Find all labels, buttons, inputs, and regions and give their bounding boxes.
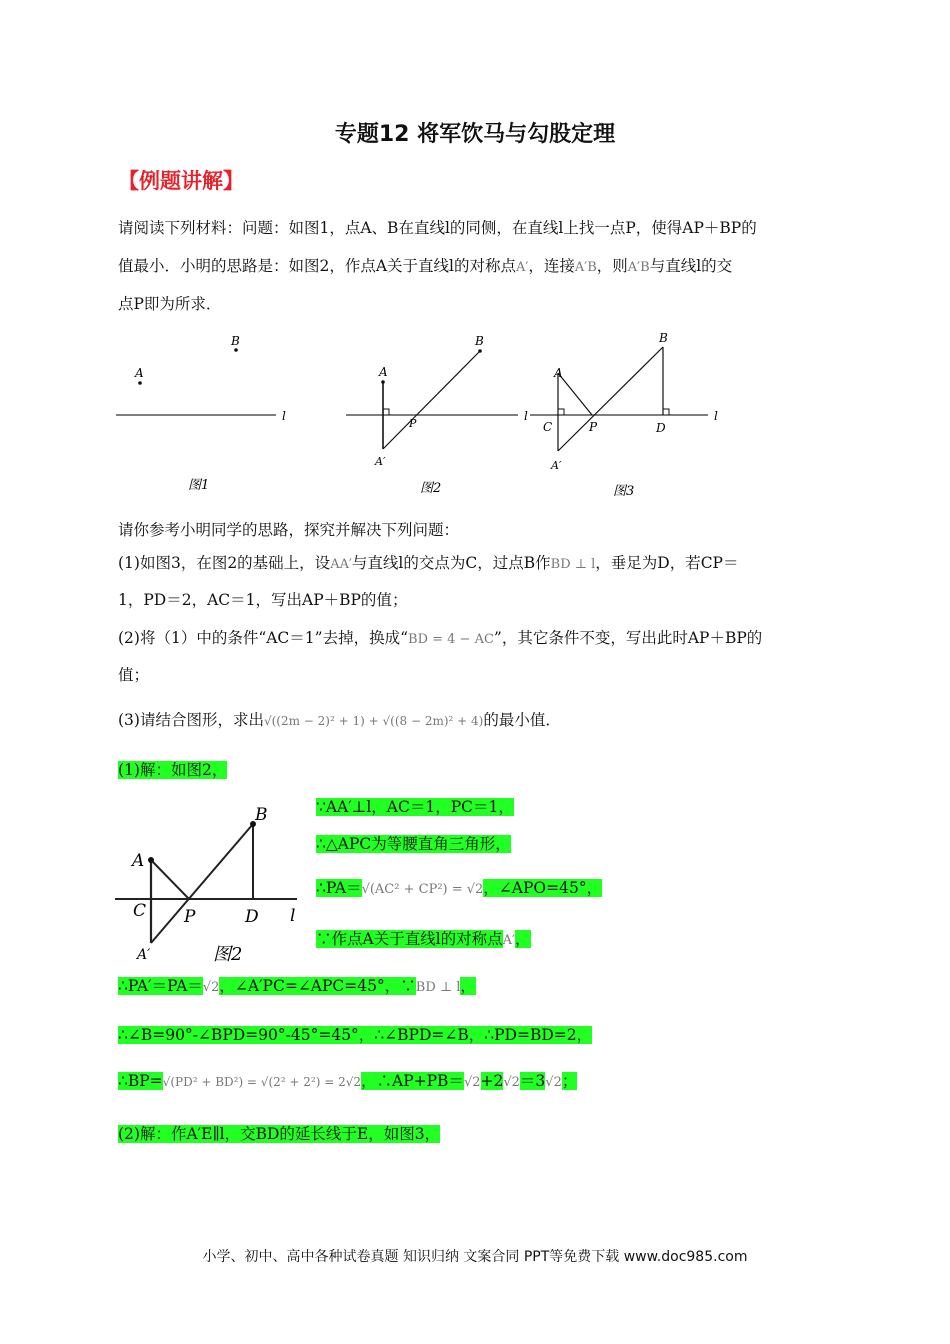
fig2-label-p: P [409, 417, 417, 430]
solution-row-1: ∵AA′⊥l，AC＝1，PC＝1， [316, 798, 514, 816]
math-bd-perp-l: BD ⊥ l [550, 557, 596, 572]
solution-row-3: ∴PA＝√(AC² + CP²) = √2，∠APO=45°， [316, 879, 603, 897]
math-root2-d: √2 [545, 1075, 562, 1090]
sol-fig-label-aprime: A′ [137, 947, 151, 963]
math-root2-a: √2 [202, 980, 220, 995]
question-2-line-2: 值； [118, 666, 150, 684]
math-aa-prime: AA′ [330, 557, 352, 572]
question-1-line-2: 1，PD＝2，AC＝1，写出AP＋BP的值； [118, 591, 408, 609]
sol-fig-label-d: D [245, 907, 259, 927]
sol-fig-label-a: A [132, 851, 145, 871]
fig3-label-d: D [656, 421, 666, 435]
sol-fig-label-c: C [133, 901, 147, 921]
page-footer: 小学、初中、高中各种试卷真题 知识归纳 文案合同 PPT等免费下载 www.doc985.com [202, 1249, 748, 1265]
math-pa-root: √(AC² + CP²) = √2 [361, 882, 484, 897]
question-1-line-1: (1)如图3，在图2的基础上，设AA′与直线l的交点为C，过点B作BD ⊥ l，垂足为D，若CP＝ [118, 554, 739, 572]
sol-fig-caption: 图2 [213, 944, 243, 963]
problem-line-2: 值最小．小明的思路是：如图2，作点A关于直线l的对称点A′，连接A′B，则A′B与直线l的交 [118, 257, 733, 275]
problem-line-1: 请阅读下列材料：问题：如图1，点A、B在直线l的同侧，在直线l上找一点P，使得AP＋BP的 [118, 219, 757, 237]
questions-intro: 请你参考小明同学的思路，探究并解决下列问题： [118, 521, 460, 539]
fig3-caption: 图3 [613, 484, 635, 499]
solution-1-head: (1)解：如图2， [118, 761, 228, 779]
math-aprime: A′ [516, 260, 529, 275]
page-title: 专题12 将军饮马与勾股定理 [334, 122, 616, 147]
figure-1 [116, 334, 286, 493]
sol-fig-label-l: l [290, 906, 296, 926]
question-2-line-1: (2)将（1）中的条件“AC＝1”去掉，换成“BD = 4 − AC”，其它条件不变，写出此时AP＋BP的 [118, 629, 763, 647]
sol-fig-label-b: B [255, 805, 268, 825]
solution-row-2: ∴△APC为等腰直角三角形， [316, 835, 511, 853]
sol-fig-label-p: P [184, 907, 196, 927]
fig3-label-p: P [589, 420, 598, 434]
solution-row-5: ∴PA′＝PA＝√2，∠A′PC=∠APC=45°，∵BD ⊥ l， [118, 977, 476, 995]
solution-figure-2 [115, 798, 310, 963]
math-aprime-b: A′B [574, 260, 597, 275]
fig2-label-l: l [524, 409, 528, 423]
figures-1-2-3 [110, 325, 730, 505]
math-bp-root: √(PD² + BD²) = √(2² + 2²) = 2√2 [162, 1075, 361, 1089]
fig2-label-aprime: A′ [375, 455, 386, 468]
fig2-label-b: B [475, 334, 484, 348]
fig3-label-b: B [659, 331, 668, 345]
math-radical-expression: √((2m − 2)² + 1) + √((8 − 2m)² + 4) [263, 714, 484, 728]
section-heading: 【例题讲解】 [118, 169, 244, 193]
math-bd-eq: BD = 4 − AC [408, 632, 494, 647]
fig3-label-aprime: A′ [551, 459, 562, 472]
fig2-caption: 图2 [420, 481, 442, 496]
math-bd-perp-l-2: BD ⊥ l [415, 980, 461, 995]
math-aprime-2: A′ [502, 933, 515, 948]
solution-row-4: ∵作点A关于直线l的对称点A′， [316, 930, 531, 948]
fig3-label-c: C [543, 420, 553, 434]
fig1-label-b: B [231, 334, 240, 348]
fig1-label-l: l [282, 409, 286, 423]
problem-line-3: 点P即为所求． [118, 295, 222, 313]
fig2-label-a: A [379, 365, 388, 379]
solution-row-7: ∴BP=√(PD² + BD²) = √(2² + 2²) = 2√2，∴AP+PB＝√2+2√2＝3√2； [118, 1072, 578, 1090]
math-aprime-b-2: A′B [627, 260, 650, 275]
figure-3 [530, 331, 718, 499]
fig3-label-l: l [714, 409, 718, 423]
fig3-label-a: A [554, 366, 563, 380]
solution-row-6: ∴∠B=90°-∠BPD=90°-45°=45°，∴∠BPD=∠B，∴PD=BD=2， [118, 1026, 593, 1044]
fig1-caption: 图1 [188, 478, 210, 493]
fig1-label-a: A [135, 366, 144, 380]
solution-2-head: (2)解：作A′E∥l，交BD的延长线于E，如图3， [118, 1125, 441, 1143]
question-3: (3)请结合图形，求出√((2m − 2)² + 1) + √((8 − 2m)² + 4)的最小值． [118, 711, 561, 729]
figure-2 [346, 334, 528, 496]
math-root2-c: √2 [503, 1075, 520, 1090]
math-root2-b: √2 [463, 1075, 481, 1090]
